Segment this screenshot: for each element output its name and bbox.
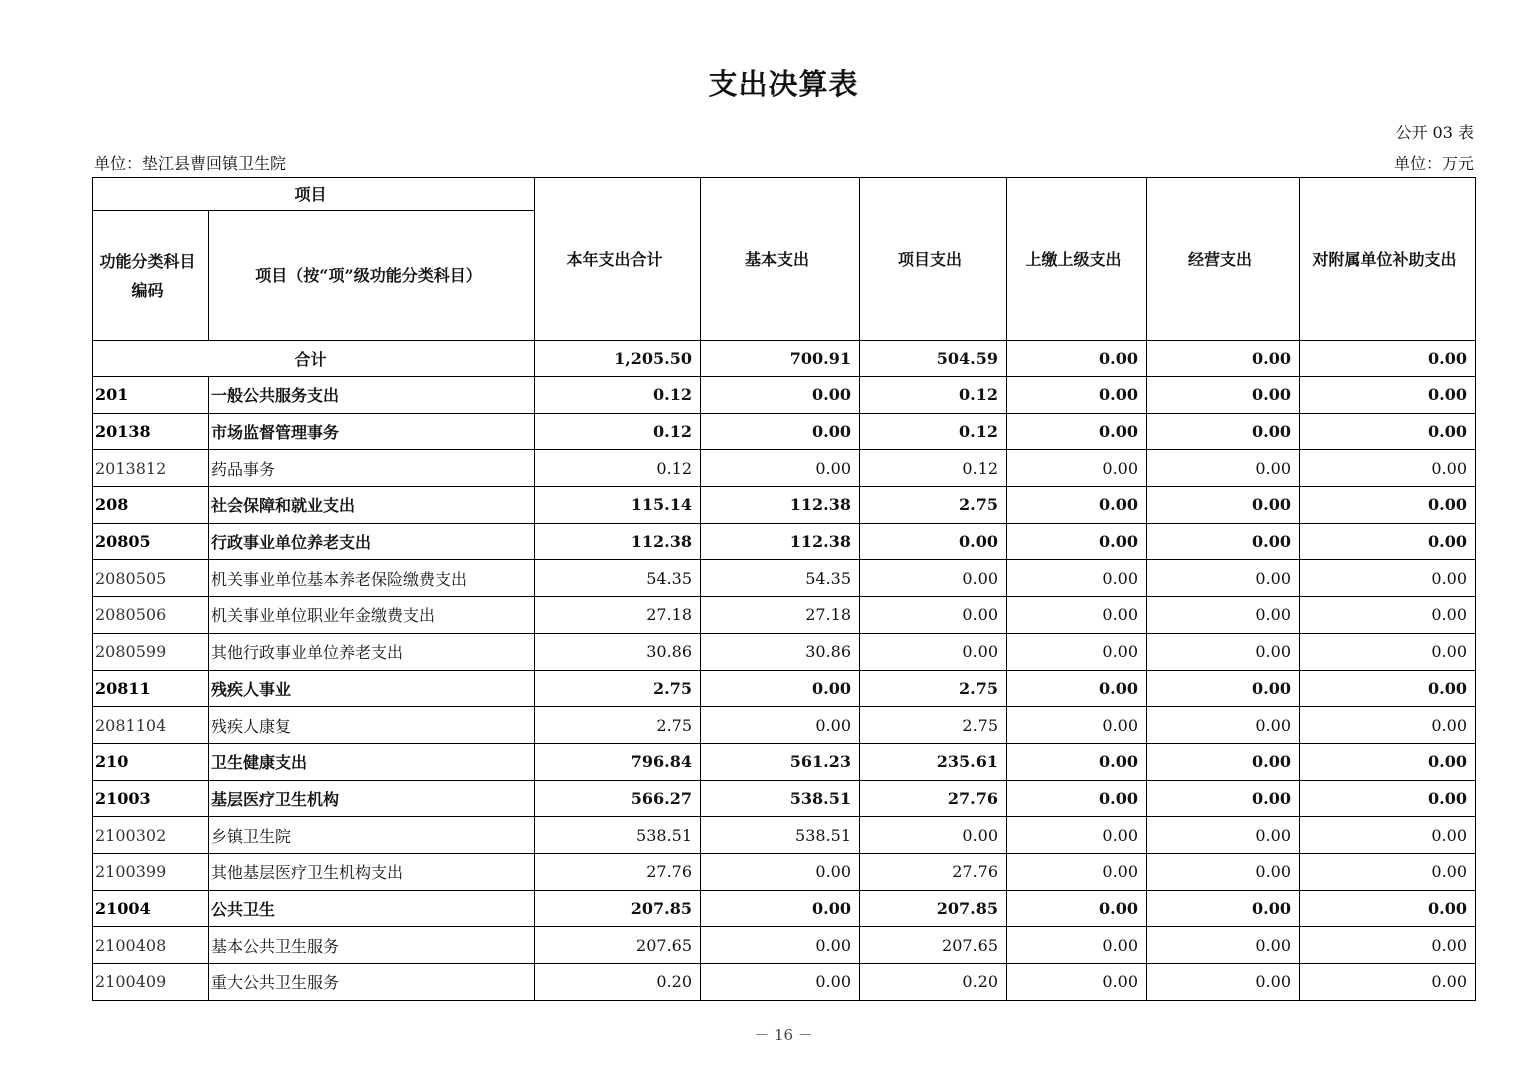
table-body: [93, 341, 1476, 1001]
row-value: 0.00: [701, 670, 860, 707]
row-code: 21003: [93, 780, 209, 817]
row-value: 0.20: [860, 964, 1007, 1001]
row-name: 行政事业单位养老支出: [209, 523, 535, 560]
row-value: 0.00: [1007, 670, 1147, 707]
total-value: 700.91: [701, 341, 860, 377]
row-value: 0.00: [1147, 560, 1300, 597]
row-name: 乡镇卫生院: [209, 817, 535, 854]
row-value: 0.00: [1007, 597, 1147, 634]
row-code: 210: [93, 743, 209, 780]
row-value: 27.76: [860, 780, 1007, 817]
row-value: 0.00: [1147, 890, 1300, 927]
row-value: 0.00: [1300, 927, 1476, 964]
row-value: 207.65: [535, 927, 701, 964]
row-value: 566.27: [535, 780, 701, 817]
row-value: 0.00: [1147, 707, 1300, 744]
row-value: 0.00: [1300, 487, 1476, 524]
row-value: 0.00: [701, 413, 860, 450]
row-value: 0.00: [701, 853, 860, 890]
row-code: 2081104: [93, 707, 209, 744]
row-name: 一般公共服务支出: [209, 377, 535, 414]
row-value: 0.00: [1147, 487, 1300, 524]
row-value: 796.84: [535, 743, 701, 780]
table-row: [93, 633, 1476, 670]
row-name: 基本公共卫生服务: [209, 927, 535, 964]
row-value: 0.00: [1300, 377, 1476, 414]
header-item: 项目: [93, 178, 535, 211]
row-value: 235.61: [860, 743, 1007, 780]
row-value: 207.85: [535, 890, 701, 927]
organization-unit: 单位：垫江县曹回镇卫生院: [94, 154, 287, 173]
row-value: 538.51: [701, 817, 860, 854]
row-value: 0.00: [1147, 927, 1300, 964]
row-value: 54.35: [701, 560, 860, 597]
table-row: [93, 450, 1476, 487]
row-value: 0.00: [860, 560, 1007, 597]
row-value: 115.14: [535, 487, 701, 524]
row-code: 2080599: [93, 633, 209, 670]
row-value: 30.86: [701, 633, 860, 670]
row-value: 0.00: [1147, 413, 1300, 450]
row-value: 0.00: [1007, 964, 1147, 1001]
row-value: 0.00: [1007, 780, 1147, 817]
row-code: 2100302: [93, 817, 209, 854]
header-code: 功能分类科目编码: [93, 211, 209, 341]
row-value: 561.23: [701, 743, 860, 780]
row-value: 0.00: [1147, 743, 1300, 780]
row-value: 0.00: [1007, 377, 1147, 414]
row-name: 机关事业单位基本养老保险缴费支出: [209, 560, 535, 597]
row-value: 0.00: [1147, 633, 1300, 670]
row-value: 112.38: [535, 523, 701, 560]
row-value: 0.00: [1007, 523, 1147, 560]
row-value: 2.75: [860, 670, 1007, 707]
row-value: 0.00: [701, 377, 860, 414]
row-value: 0.00: [1147, 817, 1300, 854]
row-code: 20805: [93, 523, 209, 560]
table-row: [93, 523, 1476, 560]
row-value: 0.12: [860, 413, 1007, 450]
row-value: 2.75: [860, 487, 1007, 524]
row-value: 0.00: [1300, 633, 1476, 670]
row-value: 0.00: [1300, 817, 1476, 854]
row-value: 0.12: [860, 450, 1007, 487]
row-name: 公共卫生: [209, 890, 535, 927]
row-value: 0.00: [1147, 853, 1300, 890]
row-value: 2.75: [860, 707, 1007, 744]
row-value: 207.85: [860, 890, 1007, 927]
header-col-total: 本年支出合计: [535, 178, 701, 341]
row-value: 27.76: [860, 853, 1007, 890]
row-code: 2013812: [93, 450, 209, 487]
row-name: 残疾人事业: [209, 670, 535, 707]
row-value: 0.00: [1300, 707, 1476, 744]
row-value: 0.00: [1147, 964, 1300, 1001]
total-label: 合计: [93, 341, 535, 377]
row-value: 0.00: [1007, 413, 1147, 450]
table-row: [93, 377, 1476, 414]
row-value: 0.00: [1007, 853, 1147, 890]
row-value: 0.00: [1147, 523, 1300, 560]
row-value: 0.00: [1300, 743, 1476, 780]
page-number: － 16 －: [754, 1026, 813, 1044]
total-value: 1,205.50: [535, 341, 701, 377]
row-code: 2100399: [93, 853, 209, 890]
row-name: 基层医疗卫生机构: [209, 780, 535, 817]
row-name: 机关事业单位职业年金缴费支出: [209, 597, 535, 634]
table-row: [93, 670, 1476, 707]
row-value: 0.20: [535, 964, 701, 1001]
table-row: [93, 707, 1476, 744]
table-row: [93, 743, 1476, 780]
row-value: 0.00: [1007, 450, 1147, 487]
row-value: 0.00: [1147, 670, 1300, 707]
row-value: 0.00: [860, 633, 1007, 670]
row-code: 201: [93, 377, 209, 414]
row-name: 卫生健康支出: [209, 743, 535, 780]
row-value: 0.12: [535, 377, 701, 414]
table-row: [93, 413, 1476, 450]
table-row: [93, 817, 1476, 854]
row-value: 2.75: [535, 707, 701, 744]
total-value: 504.59: [860, 341, 1007, 377]
row-value: 0.00: [860, 523, 1007, 560]
row-value: 0.00: [1300, 964, 1476, 1001]
row-name: 其他行政事业单位养老支出: [209, 633, 535, 670]
table-row: [93, 487, 1476, 524]
row-name: 市场监督管理事务: [209, 413, 535, 450]
row-value: 0.00: [1147, 780, 1300, 817]
row-value: 0.00: [1300, 450, 1476, 487]
row-code: 2080506: [93, 597, 209, 634]
row-value: 27.18: [535, 597, 701, 634]
row-name: 其他基层医疗卫生机构支出: [209, 853, 535, 890]
form-number: 公开 03 表: [1395, 123, 1474, 142]
row-value: 0.00: [1007, 890, 1147, 927]
row-value: 0.00: [1147, 597, 1300, 634]
header-col-basic: 基本支出: [701, 178, 860, 341]
row-value: 0.00: [1300, 670, 1476, 707]
row-code: 20138: [93, 413, 209, 450]
row-value: 0.00: [701, 707, 860, 744]
table-row: [93, 890, 1476, 927]
row-value: 0.00: [860, 817, 1007, 854]
row-value: 27.76: [535, 853, 701, 890]
table-row: [93, 964, 1476, 1001]
row-value: 112.38: [701, 523, 860, 560]
row-value: 54.35: [535, 560, 701, 597]
row-name: 残疾人康复: [209, 707, 535, 744]
row-code: 208: [93, 487, 209, 524]
row-value: 0.00: [701, 927, 860, 964]
table-row: [93, 853, 1476, 890]
row-value: 0.00: [701, 964, 860, 1001]
currency-unit: 单位：万元: [1393, 154, 1474, 173]
total-value: 0.00: [1300, 341, 1476, 377]
total-value: 0.00: [1007, 341, 1147, 377]
table-row: [93, 927, 1476, 964]
row-code: 2080505: [93, 560, 209, 597]
row-value: 538.51: [701, 780, 860, 817]
total-value: 0.00: [1147, 341, 1300, 377]
row-value: 0.00: [1300, 560, 1476, 597]
row-value: 30.86: [535, 633, 701, 670]
row-value: 0.00: [1147, 450, 1300, 487]
row-value: 207.65: [860, 927, 1007, 964]
row-value: 0.00: [1007, 487, 1147, 524]
header-col-operating: 经营支出: [1147, 178, 1300, 341]
row-value: 0.00: [860, 597, 1007, 634]
row-value: 0.12: [860, 377, 1007, 414]
expenditure-table: [92, 177, 1476, 1001]
row-value: 0.00: [1007, 633, 1147, 670]
row-code: 2100409: [93, 964, 209, 1001]
row-code: 21004: [93, 890, 209, 927]
row-value: 0.00: [1147, 377, 1300, 414]
row-value: 0.12: [535, 450, 701, 487]
row-code: 20811: [93, 670, 209, 707]
header-name: 项目（按“项”级功能分类科目）: [209, 211, 535, 341]
table-row: [93, 597, 1476, 634]
row-value: 0.00: [1007, 743, 1147, 780]
row-value: 0.00: [1007, 927, 1147, 964]
row-value: 538.51: [535, 817, 701, 854]
total-row: [93, 341, 1476, 377]
header-col-subsidy: 对附属单位补助支出: [1300, 178, 1476, 341]
row-value: 0.00: [1300, 523, 1476, 560]
header-col-project: 项目支出: [860, 178, 1007, 341]
page-title: 支出决算表: [708, 67, 859, 101]
row-value: 0.00: [1300, 780, 1476, 817]
row-value: 0.00: [1300, 853, 1476, 890]
table-row: [93, 560, 1476, 597]
row-value: 112.38: [701, 487, 860, 524]
row-value: 0.00: [1300, 597, 1476, 634]
row-value: 0.00: [1007, 817, 1147, 854]
row-value: 0.12: [535, 413, 701, 450]
row-value: 2.75: [535, 670, 701, 707]
table-row: [93, 780, 1476, 817]
row-value: 0.00: [1007, 707, 1147, 744]
row-value: 0.00: [1300, 890, 1476, 927]
row-value: 27.18: [701, 597, 860, 634]
row-name: 重大公共卫生服务: [209, 964, 535, 1001]
row-value: 0.00: [701, 890, 860, 927]
header-col-remit: 上缴上级支出: [1007, 178, 1147, 341]
row-value: 0.00: [1007, 560, 1147, 597]
row-value: 0.00: [701, 450, 860, 487]
row-code: 2100408: [93, 927, 209, 964]
row-name: 药品事务: [209, 450, 535, 487]
row-value: 0.00: [1300, 413, 1476, 450]
row-name: 社会保障和就业支出: [209, 487, 535, 524]
